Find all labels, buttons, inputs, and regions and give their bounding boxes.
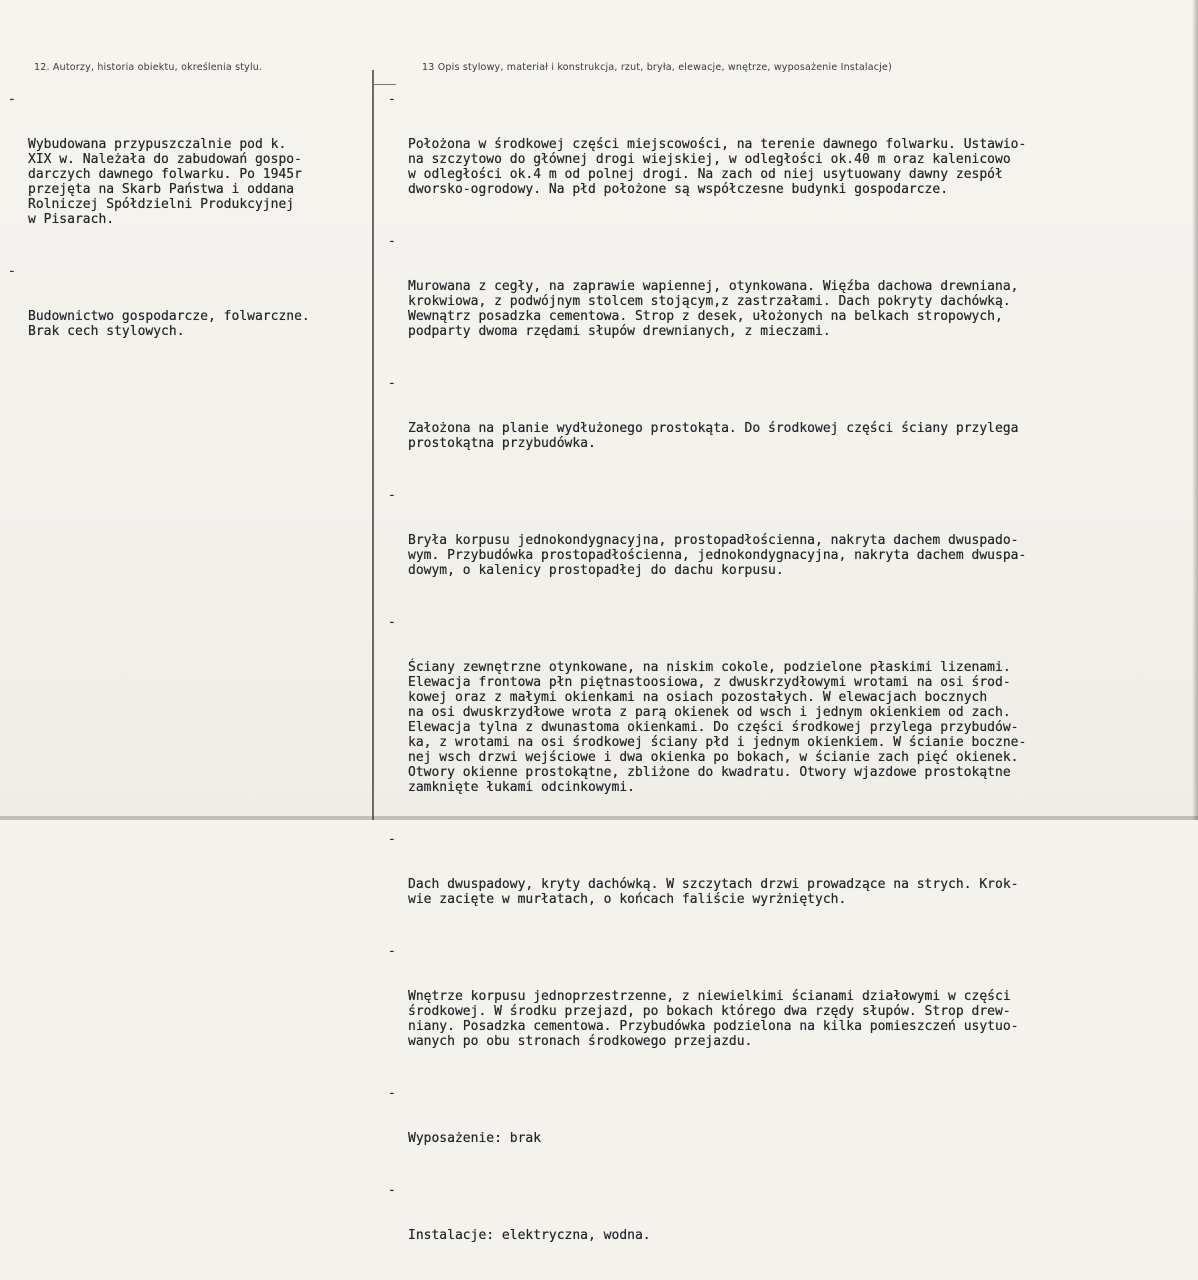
history-item-text: Wybudowana przypuszczalnie pod k. XIX w. Należała do zabudowań gospo- darczych dawnego folwarku. Po 1945r przejęta na Skarb Państwa i oddana Rolniczej Spółdzielni Produkcyjnej w Pisarach. [28,137,302,227]
massing-item [388,488,1188,608]
material-construction-text: Murowana z cegły, na zaprawie wapiennej, otynkowana. Więźba dachowa drewniana, krokwiowa, z podwójnym stolcem stojącym,z zastrzałami. Dach pokryty dachówką. Wewnątrz posadzka cementowa. Strop z desek, ułożonych na belkach stropowych, podparty dwoma rzędami słupów drewnianych, z mieczami. [408,279,1019,339]
style-item-text: Budownictwo gospodarcze, folwarczne. Brak cech stylowych. [28,309,310,339]
roof-item [388,832,1188,937]
bullet-dash: - [388,1086,396,1101]
installations-text: Instalacje: elektryczna, wodna. [408,1228,651,1243]
plan-item [388,376,1188,481]
interior-text: Wnętrze korpusu jednoprzestrzenne, z niewielkimi ścianami działowymi w części środkowej. W środku przejazd, po bokach którego dwa rzędy słupów. Strop drew- niany. Posadzka cementowa. Przybudówka podzielona na kilka pomieszczeń usytuo- wanych po obu stronach środkowego przejazdu. [408,989,1019,1049]
section-13-heading: 13 Opis stylowy, materiał i konstrukcja, rzut, bryła, elewacje, wnętrze, wyposażenie Instalacje) [422,62,892,73]
bullet-dash: - [8,92,16,107]
bullet-dash: - [388,92,396,107]
bullet-dash: - [388,1183,396,1198]
section-12-heading: 12. Autorzy, historia obiektu, określenia stylu. [34,62,263,73]
massing-text: Bryła korpusu jednokondygnacyjna, prostopadłościenna, nakryta dachem dwuspado- wym. Przybudówka prostopadłościenna, jednokondygnacyjna, nakryta dachem dwuspa- dowym, o kalenicy prostopadłej do dachu korpusu. [408,533,1027,578]
page-bottom-edge [0,816,1198,820]
column-divider [372,70,374,820]
bullet-dash: - [388,488,396,503]
page-edge-shadow [1192,0,1198,820]
top-rule-mark [374,84,396,85]
location-item [388,92,1188,227]
interior-item [388,944,1188,1079]
plan-text: Założona na planie wydłużonego prostokąta. Do środkowej części ściany przylega prostokątna przybudówka. [408,421,1019,451]
location-text: Położona w środkowej części miejscowości, na terenie dawnego folwarku. Ustawio- na szczytowo do głównej drogi wiejskiej, w odległości ok.40 m oraz kalenicowo w odległości ok.4 m od polnej drogi. Na zach od niej usytuowany dawny zespół dworsko-ogrodowy. Na płd położone są współczesne budynki gospodarcze. [408,137,1027,197]
installations-item [388,1183,1188,1273]
equipment-text: Wyposażenie: brak [408,1131,542,1146]
history-column [8,92,370,376]
equipment-item [388,1086,1188,1176]
description-column [388,92,1188,1280]
material-construction-item [388,234,1188,369]
roof-text: Dach dwuspadowy, kryty dachówką. W szczytach drzwi prowadzące na strych. Krok- wie zacięte w murłatach, o końcach faliście wyrżniętych. [408,877,1019,907]
bullet-dash: - [388,832,396,847]
elevations-item [388,615,1188,825]
bullet-dash: - [388,234,396,249]
elevations-text: Ściany zewnętrzne otynkowane, na niskim cokole, podzielone płaskimi lizenami. Elewacja frontowa płn piętnastoosiowa, z dwuskrzydłowymi wrotami na osi środ- kowej oraz z małymi okienkami na osiach pozostałych. W elewacjach bocznych na osi dwuskrzydłowe wrota z parą okienek od wsch i jednym okienkiem od zach. Elewacja tylna z dwunastoma okienkami. Do części środkowej przylega przybudów- ka, z wrotami na osi środkowej ściany płd i jednym okienkiem. W ścianie boczne- nej wsch drzwi wejściowe i dwa okienka po bokach, w ścianie zach pięć okienek. Otwory okienne prostokątne, zbliżone do kwadratu. Otwory wjazdowe prostokątne zamknięte łukami odcinkowymi. [408,660,1027,795]
history-item [8,92,370,257]
bullet-dash: - [388,376,396,391]
bullet-dash: - [388,615,396,630]
bullet-dash: - [8,264,16,279]
style-item [8,264,370,369]
bullet-dash: - [388,944,396,959]
